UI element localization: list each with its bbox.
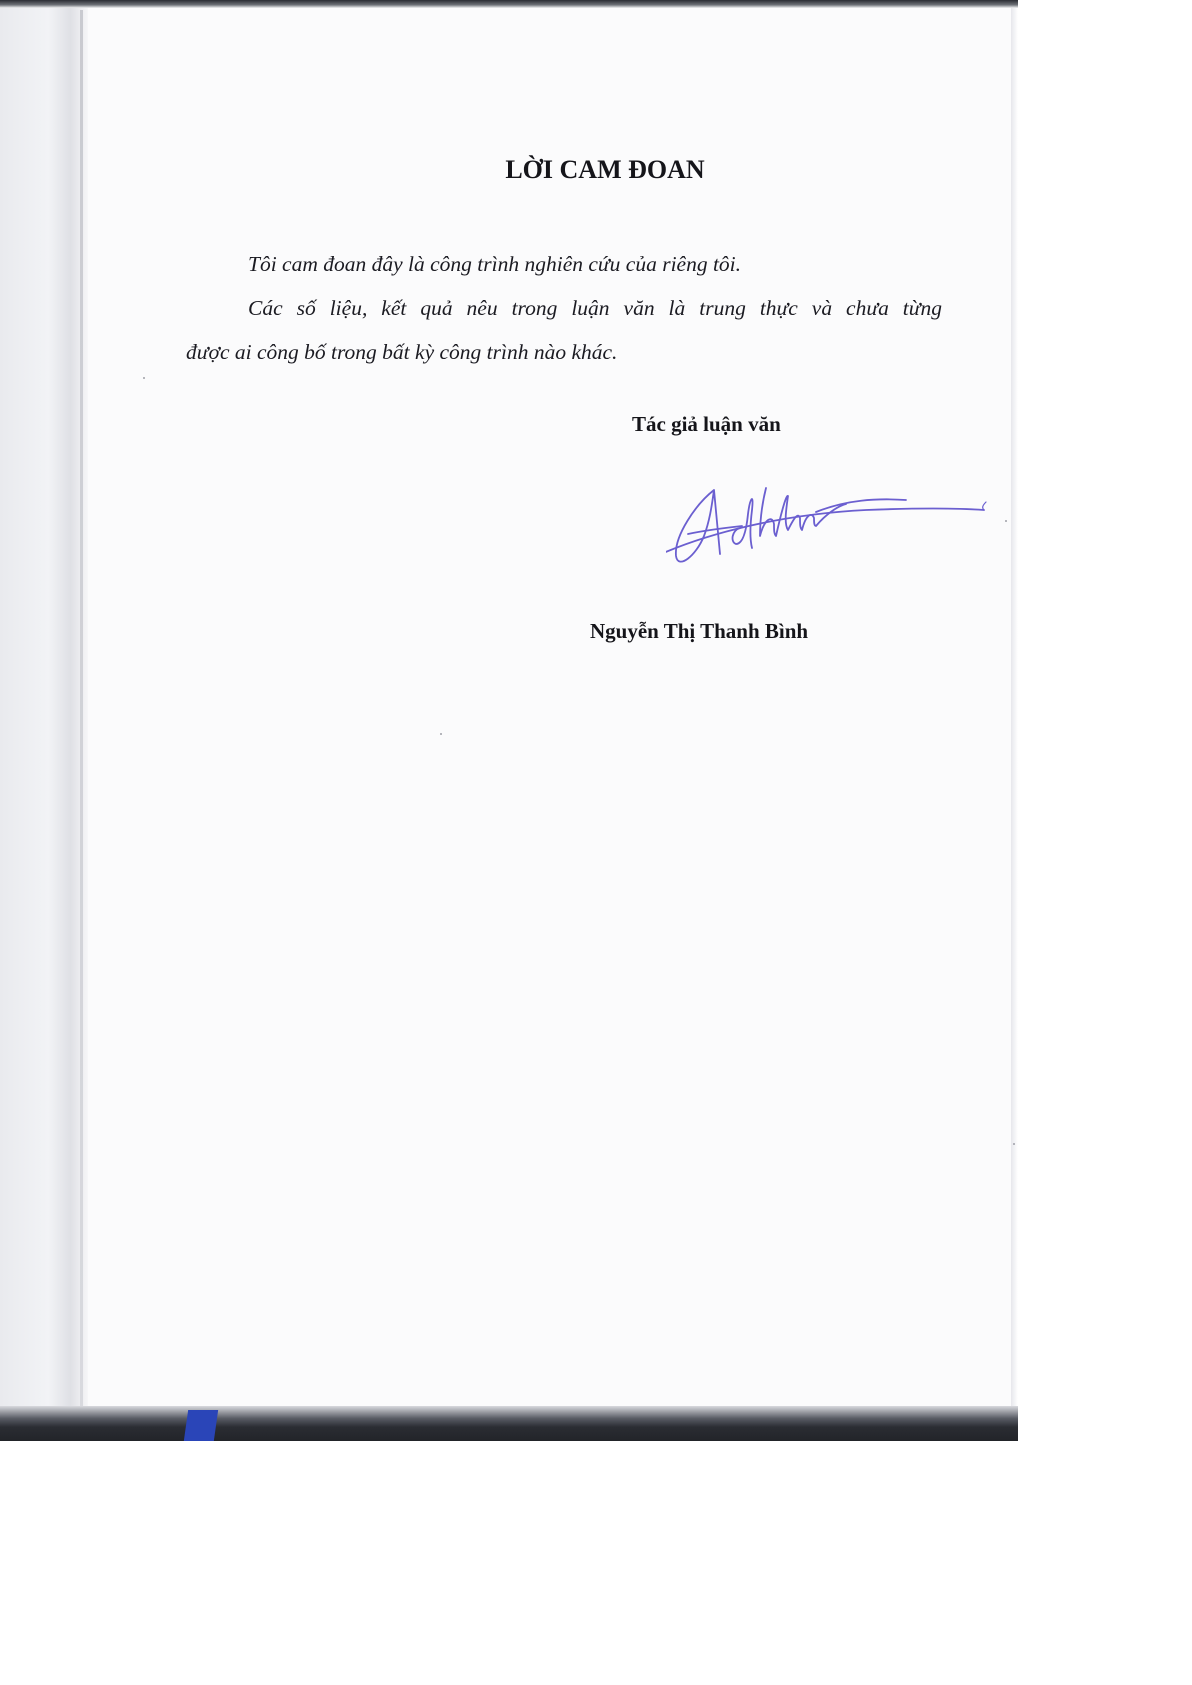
declaration-sentence-2-line-1: Các số liệu, kết quả nêu trong luận văn là trung thực và chưa từng [248,296,942,320]
scan-speck [143,377,145,379]
declaration-sentence-2-line-2: được ai công bố trong bất kỳ công trình nào khác. [186,340,618,364]
scan-top-edge [0,0,1018,8]
author-label: Tác giả luận văn [632,412,781,436]
binder-tab [184,1410,218,1441]
scan-speck [1005,520,1007,522]
page-fold-shadow [0,0,88,1441]
scan-speck [440,733,442,735]
page-right-edge [1011,0,1018,1441]
scan-speck [1013,1143,1015,1145]
signature-stroke [733,499,753,548]
signature-stroke [983,502,986,510]
scan-bottom-edge [0,1406,1018,1441]
author-name: Nguyễn Thị Thanh Bình [590,619,809,643]
handwritten-signature [666,484,996,594]
paper-sheet [88,8,1018,1406]
signature-stroke [676,490,720,562]
page-title: LỜI CAM ĐOAN [505,155,705,184]
binding-line [80,10,83,1410]
declaration-sentence-1: Tôi cam đoan đây là công trình nghiên cứu của riêng tôi. [248,252,742,276]
